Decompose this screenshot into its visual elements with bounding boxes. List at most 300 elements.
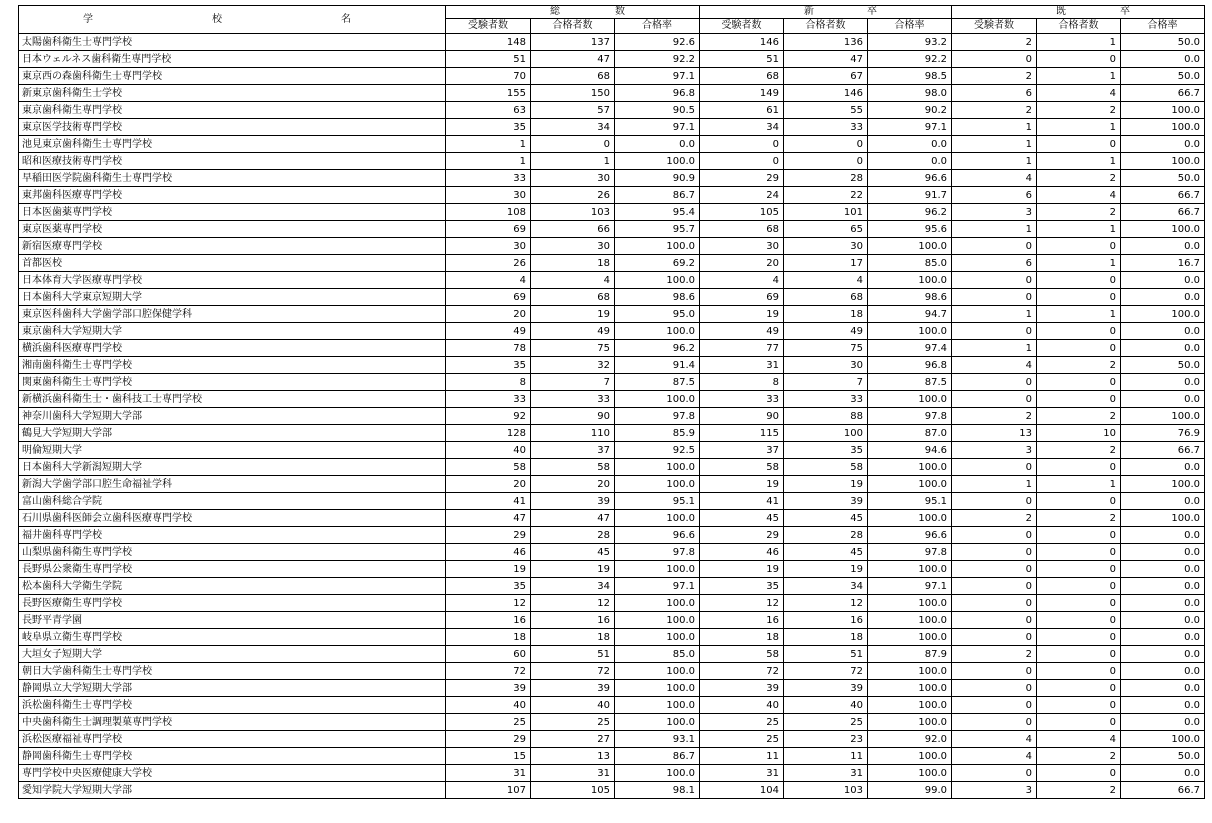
school-name-cell: 鶴見大学短期大学部	[19, 425, 446, 442]
value-cell: 0	[784, 153, 868, 170]
value-cell: 50.0	[1121, 68, 1205, 85]
value-cell: 100.0	[868, 476, 952, 493]
value-cell: 29	[700, 527, 784, 544]
value-cell: 87.5	[868, 374, 952, 391]
value-cell: 0.0	[1121, 612, 1205, 629]
value-cell: 12	[784, 595, 868, 612]
results-table	[18, 5, 1205, 799]
value-cell: 0	[1037, 238, 1121, 255]
value-cell: 63	[446, 102, 531, 119]
table-row	[19, 272, 1205, 289]
school-name-cell: 日本医歯薬専門学校	[19, 204, 446, 221]
value-cell: 100.0	[615, 153, 700, 170]
value-cell: 97.8	[615, 544, 700, 561]
value-cell: 2	[1037, 408, 1121, 425]
value-cell: 30	[784, 357, 868, 374]
value-cell: 40	[446, 697, 531, 714]
value-cell: 95.0	[615, 306, 700, 323]
table-row	[19, 204, 1205, 221]
school-name-cell: 長野県公衆衛生専門学校	[19, 561, 446, 578]
value-cell: 32	[531, 357, 615, 374]
value-cell: 34	[531, 119, 615, 136]
value-cell: 68	[700, 68, 784, 85]
value-cell: 0	[952, 663, 1037, 680]
value-cell: 49	[446, 323, 531, 340]
table-row	[19, 102, 1205, 119]
value-cell: 68	[531, 289, 615, 306]
value-cell: 66.7	[1121, 782, 1205, 799]
value-cell: 96.8	[615, 85, 700, 102]
value-cell: 4	[952, 170, 1037, 187]
value-cell: 19	[784, 561, 868, 578]
value-cell: 96.2	[868, 204, 952, 221]
table-row	[19, 442, 1205, 459]
value-cell: 86.7	[615, 748, 700, 765]
value-cell: 0.0	[1121, 578, 1205, 595]
value-cell: 0.0	[868, 153, 952, 170]
value-cell: 0.0	[1121, 238, 1205, 255]
value-cell: 108	[446, 204, 531, 221]
value-cell: 10	[1037, 425, 1121, 442]
col-header-examinees: 受験者数	[952, 19, 1037, 34]
value-cell: 0	[700, 153, 784, 170]
school-name-cell: 浜松医療福祉専門学校	[19, 731, 446, 748]
value-cell: 77	[700, 340, 784, 357]
value-cell: 97.8	[868, 408, 952, 425]
value-cell: 51	[700, 51, 784, 68]
school-name-cell: 愛知学院大学短期大学部	[19, 782, 446, 799]
value-cell: 100.0	[615, 391, 700, 408]
value-cell: 45	[784, 510, 868, 527]
value-cell: 20	[446, 476, 531, 493]
value-cell: 0	[952, 697, 1037, 714]
value-cell: 85.0	[868, 255, 952, 272]
value-cell: 0.0	[1121, 595, 1205, 612]
value-cell: 69.2	[615, 255, 700, 272]
value-cell: 41	[446, 493, 531, 510]
value-cell: 2	[952, 34, 1037, 51]
table-row	[19, 697, 1205, 714]
value-cell: 100.0	[868, 595, 952, 612]
value-cell: 146	[784, 85, 868, 102]
value-cell: 0	[952, 595, 1037, 612]
value-cell: 68	[784, 289, 868, 306]
value-cell: 0	[531, 136, 615, 153]
value-cell: 100.0	[1121, 153, 1205, 170]
value-cell: 18	[446, 629, 531, 646]
value-cell: 19	[700, 561, 784, 578]
value-cell: 97.1	[615, 578, 700, 595]
value-cell: 90.5	[615, 102, 700, 119]
value-cell: 0.0	[1121, 493, 1205, 510]
value-cell: 72	[531, 663, 615, 680]
value-cell: 100.0	[868, 510, 952, 527]
value-cell: 19	[531, 306, 615, 323]
table-row	[19, 357, 1205, 374]
value-cell: 100.0	[868, 697, 952, 714]
value-cell: 7	[531, 374, 615, 391]
value-cell: 1	[1037, 68, 1121, 85]
value-cell: 100.0	[615, 323, 700, 340]
school-name-cell: 長野医療衛生専門学校	[19, 595, 446, 612]
value-cell: 39	[784, 493, 868, 510]
value-cell: 72	[446, 663, 531, 680]
value-cell: 93.1	[615, 731, 700, 748]
value-cell: 20	[531, 476, 615, 493]
school-name-cell: 専門学校中央医療健康大学校	[19, 765, 446, 782]
school-name-cell: 早稲田医学院歯科衛生士専門学校	[19, 170, 446, 187]
value-cell: 30	[531, 170, 615, 187]
value-cell: 2	[1037, 510, 1121, 527]
value-cell: 90	[700, 408, 784, 425]
value-cell: 0	[952, 493, 1037, 510]
value-cell: 20	[446, 306, 531, 323]
value-cell: 100.0	[868, 272, 952, 289]
value-cell: 0	[1037, 561, 1121, 578]
value-cell: 50.0	[1121, 748, 1205, 765]
value-cell: 86.7	[615, 187, 700, 204]
value-cell: 39	[531, 680, 615, 697]
value-cell: 0	[1037, 527, 1121, 544]
value-cell: 4	[531, 272, 615, 289]
value-cell: 0	[1037, 765, 1121, 782]
table-row	[19, 408, 1205, 425]
school-name-cell: 神奈川歯科大学短期大学部	[19, 408, 446, 425]
value-cell: 58	[784, 459, 868, 476]
value-cell: 100.0	[868, 561, 952, 578]
value-cell: 2	[1037, 442, 1121, 459]
value-cell: 1	[952, 306, 1037, 323]
school-name-cell: 湘南歯科衛生士専門学校	[19, 357, 446, 374]
table-row	[19, 425, 1205, 442]
table-row	[19, 612, 1205, 629]
value-cell: 4	[952, 748, 1037, 765]
value-cell: 100.0	[615, 595, 700, 612]
value-cell: 45	[784, 544, 868, 561]
school-name-cell: 新宿医療専門学校	[19, 238, 446, 255]
value-cell: 100.0	[615, 238, 700, 255]
value-cell: 95.6	[868, 221, 952, 238]
value-cell: 100.0	[615, 561, 700, 578]
value-cell: 66.7	[1121, 442, 1205, 459]
value-cell: 100.0	[1121, 510, 1205, 527]
value-cell: 97.8	[615, 408, 700, 425]
value-cell: 103	[531, 204, 615, 221]
value-cell: 1	[952, 136, 1037, 153]
school-name-cell: 関東歯科衛生士専門学校	[19, 374, 446, 391]
value-cell: 100.0	[1121, 731, 1205, 748]
value-cell: 100.0	[615, 629, 700, 646]
school-name-cell: 中央歯科衛生士調理製菓専門学校	[19, 714, 446, 731]
value-cell: 1	[952, 476, 1037, 493]
value-cell: 2	[952, 408, 1037, 425]
value-cell: 149	[700, 85, 784, 102]
value-cell: 49	[531, 323, 615, 340]
value-cell: 75	[784, 340, 868, 357]
value-cell: 2	[952, 102, 1037, 119]
value-cell: 0	[952, 561, 1037, 578]
value-cell: 35	[784, 442, 868, 459]
school-name-cell: 日本体育大学医療専門学校	[19, 272, 446, 289]
school-name-cell: 昭和医療技術専門学校	[19, 153, 446, 170]
value-cell: 13	[531, 748, 615, 765]
value-cell: 61	[700, 102, 784, 119]
value-cell: 0	[952, 578, 1037, 595]
school-name-cell: 東京歯科大学短期大学	[19, 323, 446, 340]
value-cell: 1	[1037, 119, 1121, 136]
value-cell: 2	[1037, 748, 1121, 765]
value-cell: 51	[531, 646, 615, 663]
value-cell: 19	[700, 476, 784, 493]
table-row	[19, 510, 1205, 527]
value-cell: 41	[700, 493, 784, 510]
value-cell: 98.1	[615, 782, 700, 799]
school-name-cell: 石川県歯科医師会立歯科医療専門学校	[19, 510, 446, 527]
value-cell: 2	[1037, 170, 1121, 187]
school-name-cell: 富山歯科総合学院	[19, 493, 446, 510]
value-cell: 1	[1037, 34, 1121, 51]
value-cell: 2	[952, 510, 1037, 527]
value-cell: 45	[700, 510, 784, 527]
table-row	[19, 340, 1205, 357]
value-cell: 33	[446, 391, 531, 408]
value-cell: 92.2	[615, 51, 700, 68]
value-cell: 65	[784, 221, 868, 238]
table-row	[19, 34, 1205, 51]
school-name-cell: 明倫短期大学	[19, 442, 446, 459]
value-cell: 66	[531, 221, 615, 238]
value-cell: 31	[784, 765, 868, 782]
value-cell: 85.0	[615, 646, 700, 663]
value-cell: 110	[531, 425, 615, 442]
value-cell: 27	[531, 731, 615, 748]
value-cell: 3	[952, 782, 1037, 799]
col-header-examinees: 受験者数	[446, 19, 531, 34]
table-body	[19, 34, 1205, 799]
value-cell: 95.1	[615, 493, 700, 510]
value-cell: 0.0	[1121, 680, 1205, 697]
value-cell: 0	[1037, 663, 1121, 680]
value-cell: 18	[531, 255, 615, 272]
value-cell: 0	[1037, 544, 1121, 561]
table-row	[19, 170, 1205, 187]
value-cell: 40	[784, 697, 868, 714]
table-row	[19, 561, 1205, 578]
value-cell: 58	[700, 646, 784, 663]
value-cell: 28	[784, 527, 868, 544]
value-cell: 25	[700, 731, 784, 748]
value-cell: 0	[1037, 680, 1121, 697]
value-cell: 72	[700, 663, 784, 680]
value-cell: 96.8	[868, 357, 952, 374]
value-cell: 33	[700, 391, 784, 408]
value-cell: 2	[1037, 782, 1121, 799]
school-name-cell: 横浜歯科医療専門学校	[19, 340, 446, 357]
value-cell: 0.0	[1121, 323, 1205, 340]
school-name-cell: 福井歯科専門学校	[19, 527, 446, 544]
value-cell: 19	[700, 306, 784, 323]
table-row	[19, 544, 1205, 561]
value-cell: 66.7	[1121, 187, 1205, 204]
value-cell: 100.0	[1121, 476, 1205, 493]
value-cell: 66.7	[1121, 85, 1205, 102]
table-row	[19, 731, 1205, 748]
table-row	[19, 153, 1205, 170]
table-row	[19, 663, 1205, 680]
value-cell: 69	[700, 289, 784, 306]
table-row	[19, 255, 1205, 272]
school-name-cell: 首都医校	[19, 255, 446, 272]
value-cell: 3	[952, 204, 1037, 221]
value-cell: 0.0	[1121, 646, 1205, 663]
value-cell: 100.0	[1121, 306, 1205, 323]
value-cell: 20	[700, 255, 784, 272]
value-cell: 6	[952, 255, 1037, 272]
value-cell: 100.0	[615, 663, 700, 680]
value-cell: 100.0	[615, 680, 700, 697]
value-cell: 85.9	[615, 425, 700, 442]
group-header-prior-grad: 既 卒	[952, 6, 1205, 19]
value-cell: 136	[784, 34, 868, 51]
value-cell: 95.4	[615, 204, 700, 221]
value-cell: 50.0	[1121, 34, 1205, 51]
col-header-pass-rate: 合格率	[615, 19, 700, 34]
school-name-cell: 東京医科歯科大学歯学部口腔保健学科	[19, 306, 446, 323]
value-cell: 0.0	[1121, 51, 1205, 68]
value-cell: 100.0	[615, 697, 700, 714]
value-cell: 100.0	[868, 714, 952, 731]
value-cell: 128	[446, 425, 531, 442]
value-cell: 8	[446, 374, 531, 391]
value-cell: 100.0	[615, 476, 700, 493]
value-cell: 4	[952, 357, 1037, 374]
value-cell: 22	[784, 187, 868, 204]
school-name-cell: 新東京歯科衛生士学校	[19, 85, 446, 102]
value-cell: 96.6	[615, 527, 700, 544]
value-cell: 47	[531, 51, 615, 68]
value-cell: 100.0	[1121, 119, 1205, 136]
value-cell: 39	[784, 680, 868, 697]
value-cell: 39	[700, 680, 784, 697]
col-header-passers: 合格者数	[784, 19, 868, 34]
value-cell: 30	[784, 238, 868, 255]
value-cell: 58	[700, 459, 784, 476]
value-cell: 4	[1037, 731, 1121, 748]
value-cell: 40	[446, 442, 531, 459]
value-cell: 28	[531, 527, 615, 544]
value-cell: 148	[446, 34, 531, 51]
value-cell: 7	[784, 374, 868, 391]
value-cell: 26	[446, 255, 531, 272]
value-cell: 0	[1037, 578, 1121, 595]
value-cell: 75	[531, 340, 615, 357]
value-cell: 91.4	[615, 357, 700, 374]
value-cell: 0	[1037, 612, 1121, 629]
value-cell: 0	[952, 272, 1037, 289]
value-cell: 57	[531, 102, 615, 119]
school-name-cell: 長野平青学園	[19, 612, 446, 629]
value-cell: 40	[700, 697, 784, 714]
value-cell: 4	[952, 731, 1037, 748]
table-row	[19, 476, 1205, 493]
value-cell: 2	[952, 68, 1037, 85]
value-cell: 33	[531, 391, 615, 408]
value-cell: 100.0	[868, 323, 952, 340]
value-cell: 100	[784, 425, 868, 442]
value-cell: 35	[446, 578, 531, 595]
value-cell: 92.5	[615, 442, 700, 459]
school-name-cell: 日本ウェルネス歯科衛生専門学校	[19, 51, 446, 68]
school-name-cell: 松本歯科大学衛生学院	[19, 578, 446, 595]
value-cell: 0	[784, 136, 868, 153]
value-cell: 100.0	[1121, 221, 1205, 238]
value-cell: 0.0	[1121, 136, 1205, 153]
value-cell: 0	[1037, 272, 1121, 289]
value-cell: 98.6	[615, 289, 700, 306]
value-cell: 13	[952, 425, 1037, 442]
table-row	[19, 527, 1205, 544]
table-row	[19, 391, 1205, 408]
value-cell: 0	[1037, 459, 1121, 476]
value-cell: 29	[700, 170, 784, 187]
value-cell: 94.7	[868, 306, 952, 323]
school-name-cell: 日本歯科大学東京短期大学	[19, 289, 446, 306]
value-cell: 97.1	[615, 119, 700, 136]
value-cell: 0	[952, 323, 1037, 340]
table-row	[19, 136, 1205, 153]
value-cell: 0	[952, 391, 1037, 408]
school-name-cell: 東京歯科衛生専門学校	[19, 102, 446, 119]
value-cell: 50.0	[1121, 170, 1205, 187]
value-cell: 30	[446, 238, 531, 255]
table-row	[19, 714, 1205, 731]
value-cell: 93.2	[868, 34, 952, 51]
value-cell: 8	[700, 374, 784, 391]
value-cell: 146	[700, 34, 784, 51]
school-name-cell: 大垣女子短期大学	[19, 646, 446, 663]
value-cell: 2	[1037, 357, 1121, 374]
table-row	[19, 748, 1205, 765]
table-row	[19, 221, 1205, 238]
value-cell: 49	[700, 323, 784, 340]
value-cell: 18	[784, 306, 868, 323]
value-cell: 11	[784, 748, 868, 765]
value-cell: 97.1	[868, 119, 952, 136]
value-cell: 95.7	[615, 221, 700, 238]
value-cell: 34	[531, 578, 615, 595]
value-cell: 100.0	[615, 765, 700, 782]
value-cell: 6	[952, 187, 1037, 204]
value-cell: 103	[784, 782, 868, 799]
value-cell: 25	[446, 714, 531, 731]
value-cell: 105	[700, 204, 784, 221]
value-cell: 0	[952, 527, 1037, 544]
value-cell: 25	[700, 714, 784, 731]
value-cell: 0	[1037, 629, 1121, 646]
value-cell: 137	[531, 34, 615, 51]
value-cell: 0	[952, 544, 1037, 561]
value-cell: 0	[1037, 714, 1121, 731]
value-cell: 47	[531, 510, 615, 527]
value-cell: 26	[531, 187, 615, 204]
value-cell: 68	[700, 221, 784, 238]
value-cell: 19	[446, 561, 531, 578]
school-name-header: 学 校 名	[19, 6, 446, 34]
value-cell: 0.0	[1121, 561, 1205, 578]
table-row	[19, 578, 1205, 595]
value-cell: 19	[531, 561, 615, 578]
value-cell: 45	[531, 544, 615, 561]
